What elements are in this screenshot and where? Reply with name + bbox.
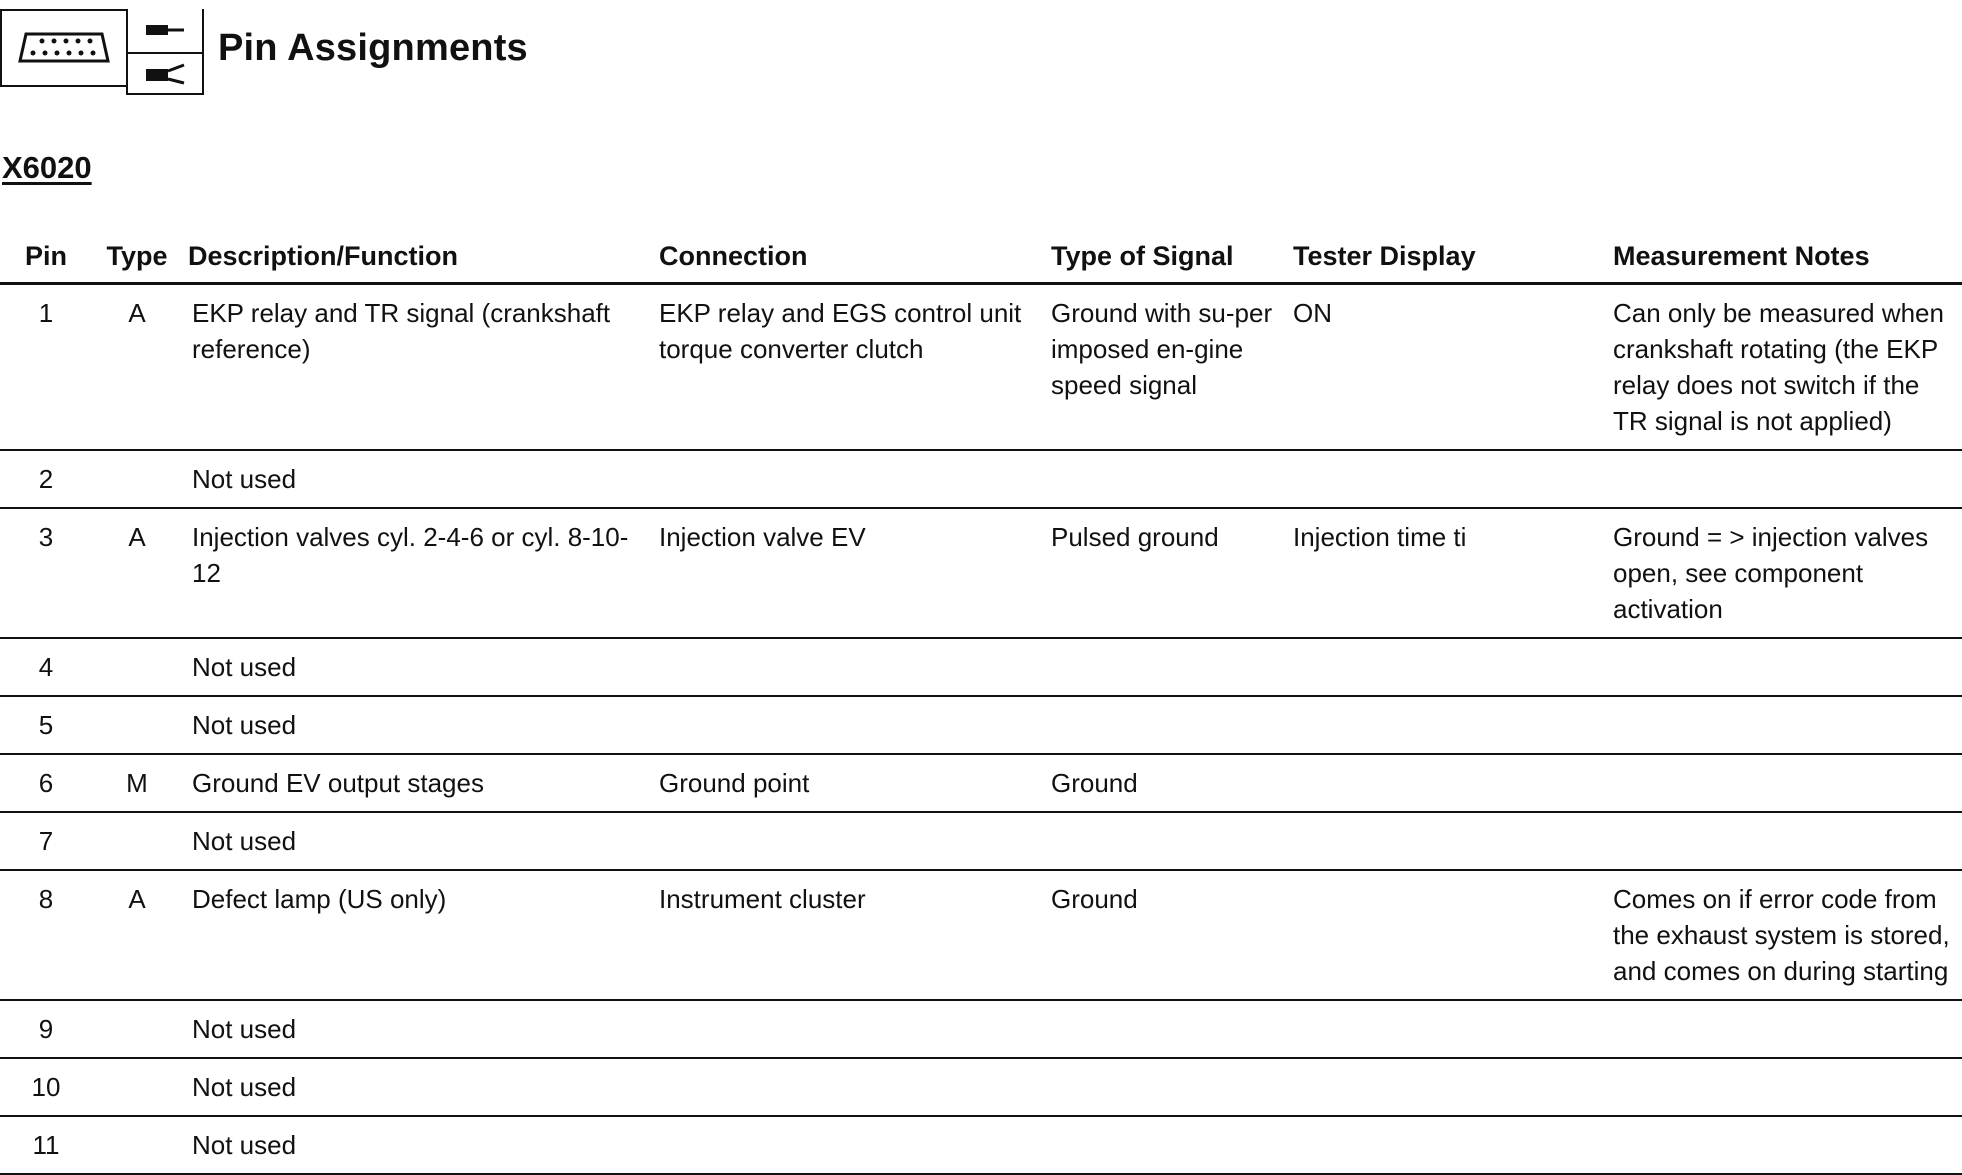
cell-type (92, 812, 182, 870)
cell-pin: 11 (0, 1116, 92, 1174)
cell-description: Not used (182, 1058, 653, 1116)
cell-pin: 10 (0, 1058, 92, 1116)
cell-signal-type: Ground with su-per imposed en-gine speed signal (1045, 284, 1287, 451)
cell-measurement-notes: Comes on if error code from the exhaust system is stored, and comes on during starting (1607, 870, 1962, 1000)
cell-description: Not used (182, 1116, 653, 1174)
cell-type: M (92, 754, 182, 812)
cell-type: A (92, 508, 182, 638)
cell-connection (653, 812, 1045, 870)
table-row (0, 638, 1962, 696)
table-row (0, 1116, 1962, 1174)
cell-type (92, 1116, 182, 1174)
cell-measurement-notes (1607, 450, 1962, 508)
cell-signal-type: Ground (1045, 754, 1287, 812)
cell-type (92, 696, 182, 754)
cell-signal-type (1045, 696, 1287, 754)
cell-measurement-notes: Ground = > injection valves open, see component activation (1607, 508, 1962, 638)
cell-connection: Ground point (653, 754, 1045, 812)
cell-tester-display (1287, 812, 1607, 870)
cell-pin: 1 (0, 284, 92, 451)
cell-tester-display: ON (1287, 284, 1607, 451)
cell-measurement-notes (1607, 1000, 1962, 1058)
cell-pin: 2 (0, 450, 92, 508)
cell-description: Defect lamp (US only) (182, 870, 653, 1000)
cell-connection: Injection valve EV (653, 508, 1045, 638)
column-header-measurement-notes: Measurement Notes (1607, 228, 1962, 284)
cell-connection (653, 1058, 1045, 1116)
cell-measurement-notes (1607, 638, 1962, 696)
cell-description: Not used (182, 638, 653, 696)
cell-type (92, 638, 182, 696)
cell-pin: 9 (0, 1000, 92, 1058)
table-row (0, 1058, 1962, 1116)
column-header-description: Description/Function (182, 228, 653, 284)
table-row (0, 870, 1962, 1000)
cell-tester-display (1287, 450, 1607, 508)
cell-signal-type: Ground (1045, 870, 1287, 1000)
cell-pin: 4 (0, 638, 92, 696)
table-row (0, 696, 1962, 754)
cell-measurement-notes (1607, 812, 1962, 870)
cell-description: Not used (182, 696, 653, 754)
cell-signal-type (1045, 1000, 1287, 1058)
cell-signal-type (1045, 1116, 1287, 1174)
cell-tester-display (1287, 1116, 1607, 1174)
column-header-tester-display: Tester Display (1287, 228, 1607, 284)
cell-signal-type (1045, 812, 1287, 870)
cell-tester-display: Injection time ti (1287, 508, 1607, 638)
page-title: Pin Assignments (218, 26, 528, 69)
cell-signal-type (1045, 1058, 1287, 1116)
cell-connection (653, 638, 1045, 696)
plug-pin-icon (126, 9, 204, 95)
cell-connection (653, 1116, 1045, 1174)
cell-type (92, 450, 182, 508)
cell-tester-display (1287, 1058, 1607, 1116)
table-row (0, 284, 1962, 451)
table-row (0, 508, 1962, 638)
connector-icon (0, 9, 126, 87)
column-header-signal-type: Type of Signal (1045, 228, 1287, 284)
cell-tester-display (1287, 638, 1607, 696)
cell-connection (653, 1000, 1045, 1058)
cell-measurement-notes: Can only be measured when crankshaft rotating (the EKP relay does not switch if the TR signal is not applied) (1607, 284, 1962, 451)
cell-description: Ground EV output stages (182, 754, 653, 812)
table-row (0, 450, 1962, 508)
cell-type: A (92, 870, 182, 1000)
cell-pin: 3 (0, 508, 92, 638)
cell-description: Not used (182, 812, 653, 870)
cell-measurement-notes (1607, 696, 1962, 754)
cell-pin: 6 (0, 754, 92, 812)
connector-id: X6020 (2, 150, 92, 185)
table-row (0, 1000, 1962, 1058)
cell-pin: 7 (0, 812, 92, 870)
table-row (0, 754, 1962, 812)
cell-measurement-notes (1607, 1116, 1962, 1174)
cell-connection (653, 450, 1045, 508)
cell-tester-display (1287, 754, 1607, 812)
cell-tester-display (1287, 870, 1607, 1000)
cell-measurement-notes (1607, 754, 1962, 812)
cell-connection: EKP relay and EGS control unit torque converter clutch (653, 284, 1045, 451)
cell-description: Injection valves cyl. 2-4-6 or cyl. 8-10-12 (182, 508, 653, 638)
column-header-type: Type (92, 228, 182, 284)
pin-assignment-table (0, 228, 1962, 1175)
cell-type (92, 1058, 182, 1116)
column-header-connection: Connection (653, 228, 1045, 284)
cell-measurement-notes (1607, 1058, 1962, 1116)
cell-description: EKP relay and TR signal (crankshaft reference) (182, 284, 653, 451)
cell-signal-type: Pulsed ground (1045, 508, 1287, 638)
table-row (0, 812, 1962, 870)
cell-description: Not used (182, 450, 653, 508)
cell-tester-display (1287, 1000, 1607, 1058)
cell-pin: 8 (0, 870, 92, 1000)
cell-tester-display (1287, 696, 1607, 754)
cell-signal-type (1045, 450, 1287, 508)
cell-connection: Instrument cluster (653, 870, 1045, 1000)
cell-pin: 5 (0, 696, 92, 754)
cell-type: A (92, 284, 182, 451)
cell-description: Not used (182, 1000, 653, 1058)
page-header (0, 8, 528, 88)
cell-connection (653, 696, 1045, 754)
column-header-pin: Pin (0, 228, 92, 284)
table-header-row (0, 228, 1962, 284)
cell-signal-type (1045, 638, 1287, 696)
cell-type (92, 1000, 182, 1058)
